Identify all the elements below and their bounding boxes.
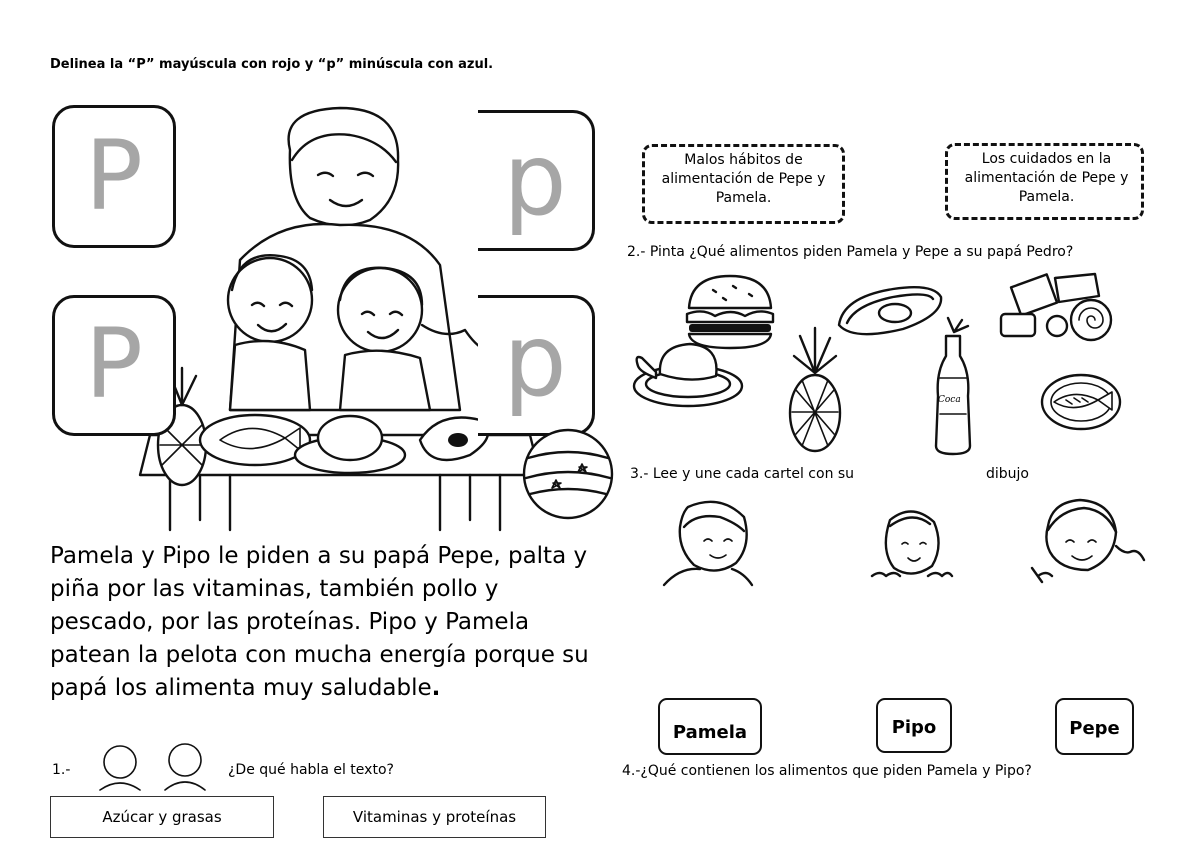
letter-lowercase-p: p — [503, 121, 567, 238]
candy-icon[interactable] — [995, 268, 1117, 346]
name-card-pepe[interactable] — [1055, 698, 1134, 755]
children-icon — [90, 742, 220, 792]
passage-text: Pamela y Pipo le piden a su papá Pepe, palta y piña por las vitaminas, también pollo y pescado, por las proteínas. Pipo y Pamela patean la pelota con mucha energía porque su papá los alimenta muy saludable — [50, 543, 589, 701]
name-label: Pipo — [891, 717, 937, 738]
fish-plate-icon[interactable] — [1040, 372, 1122, 432]
letter-lowercase-p: p — [503, 302, 567, 419]
option-label: Vitaminas y proteínas — [352, 808, 517, 826]
question-4-text: 4.-¿Qué contienen los alimentos que piden Pamela y Pipo? — [622, 763, 1032, 779]
lowercase-p-box-bottom — [478, 295, 595, 436]
svg-text:Coca: Coca — [938, 395, 961, 405]
name-label: Pamela — [672, 722, 748, 743]
lowercase-p-box-top — [478, 110, 595, 251]
question-3-text: 3.- Lee y une cada cartel con su — [630, 466, 855, 482]
question-3-word: dibujo — [986, 466, 1029, 482]
question-1-number: 1.- — [52, 762, 71, 778]
label-text: Malos hábitos de alimentación de Pepe y Pamela. — [661, 152, 826, 206]
ball-icon — [522, 428, 614, 520]
question-1-text: ¿De qué habla el texto? — [228, 762, 394, 778]
label-care[interactable] — [945, 143, 1144, 220]
reading-passage — [50, 540, 590, 705]
boy-face-icon[interactable] — [660, 497, 760, 587]
name-card-pipo[interactable] — [876, 698, 952, 753]
chicken-icon[interactable] — [630, 338, 745, 410]
label-text: Los cuidados en la alimentación de Pepe y Pamela. — [964, 151, 1129, 205]
uppercase-p-box-top — [52, 105, 176, 248]
soda-bottle-icon[interactable] — [928, 316, 978, 456]
name-card-pamela[interactable] — [658, 698, 762, 755]
girl-face-icon[interactable] — [868, 500, 954, 586]
pineapple-icon[interactable] — [788, 328, 843, 453]
girl-face-icon[interactable] — [1030, 496, 1148, 586]
option-azucar-grasas[interactable] — [50, 796, 274, 838]
option-vitaminas-proteinas[interactable] — [323, 796, 546, 838]
letter-uppercase-p: P — [85, 120, 143, 232]
letter-uppercase-p: P — [85, 308, 143, 420]
question-2-text: 2.- Pinta ¿Qué alimentos piden Pamela y Pepe a su papá Pedro? — [627, 244, 1074, 260]
passage-period: . — [431, 675, 441, 701]
uppercase-p-box-bottom — [52, 295, 176, 436]
option-label: Azúcar y grasas — [102, 808, 222, 826]
instruction-text: Delinea la “P” mayúscula con rojo y “p” minúscula con azul. — [50, 57, 494, 72]
label-bad-habits[interactable] — [642, 144, 845, 224]
name-label: Pepe — [1069, 718, 1120, 739]
